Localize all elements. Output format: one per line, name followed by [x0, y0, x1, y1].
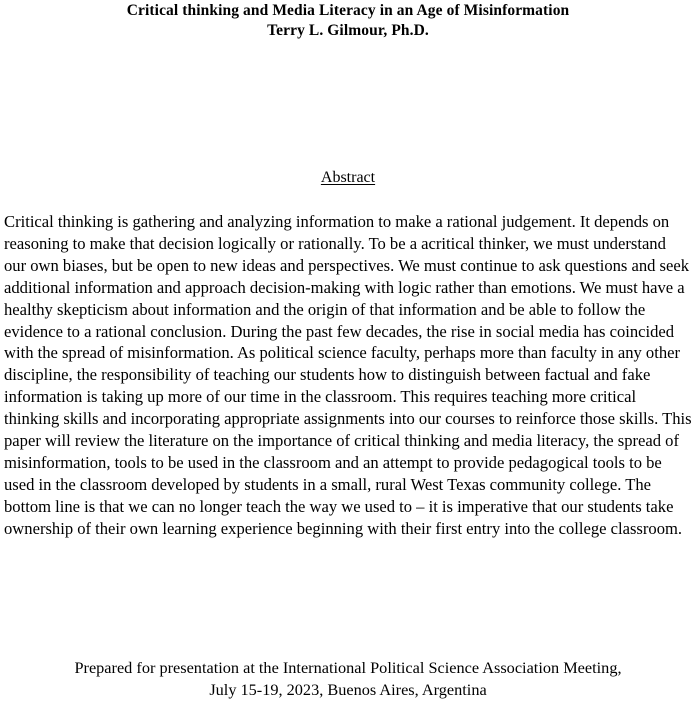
author-name: Terry L. Gilmour, Ph.D.	[267, 22, 429, 39]
abstract-section	[4, 211, 692, 540]
footer-line-venue: Prepared for presentation at the International Political Science Association Meeting,	[74, 658, 622, 677]
footer-line-date-location: July 15-19, 2023, Buenos Aires, Argentina	[209, 680, 487, 699]
title-block	[4, 0, 692, 41]
abstract-heading: Abstract	[320, 169, 376, 186]
page-title: Critical thinking and Media Literacy in an Age of Misinformation	[126, 2, 570, 19]
presentation-footer	[4, 657, 692, 701]
abstract-paragraph: Critical thinking is gathering and analyzing information to make a rational judgement. It depends on reasoning to make that decision logically or rationally. To be a acritical thinker, we must understand our own biases, but be open to new ideas and perspectives. We must continue to ask questions and seek additional information and approach decision-making with logic rather than emotions. We must have a healthy skepticism about information and the origin of that information and be able to follow the evidence to a rational conclusion. During the past few decades, the rise in social media has coincided with the spread of misinformation. As political science faculty, perhaps more than faculty in any other discipline, the responsibility of teaching our students how to distinguish between factual and fake information is taking up more of our time in the classroom. This requires teaching more critical thinking skills and incorporating appropriate assignments into our courses to reinforce those skills. This paper will review the literature on the importance of critical thinking and media literacy, the spread of misinformation, tools to be used in the classroom and an attempt to provide pedagogical tools to be used in the classroom developed by students in a small, rural West Texas community college. The bottom line is that we can no longer teach the way we used to – it is imperative that our students take ownership of their own learning experience beginning with their first entry into the college classroom.	[4, 212, 692, 538]
